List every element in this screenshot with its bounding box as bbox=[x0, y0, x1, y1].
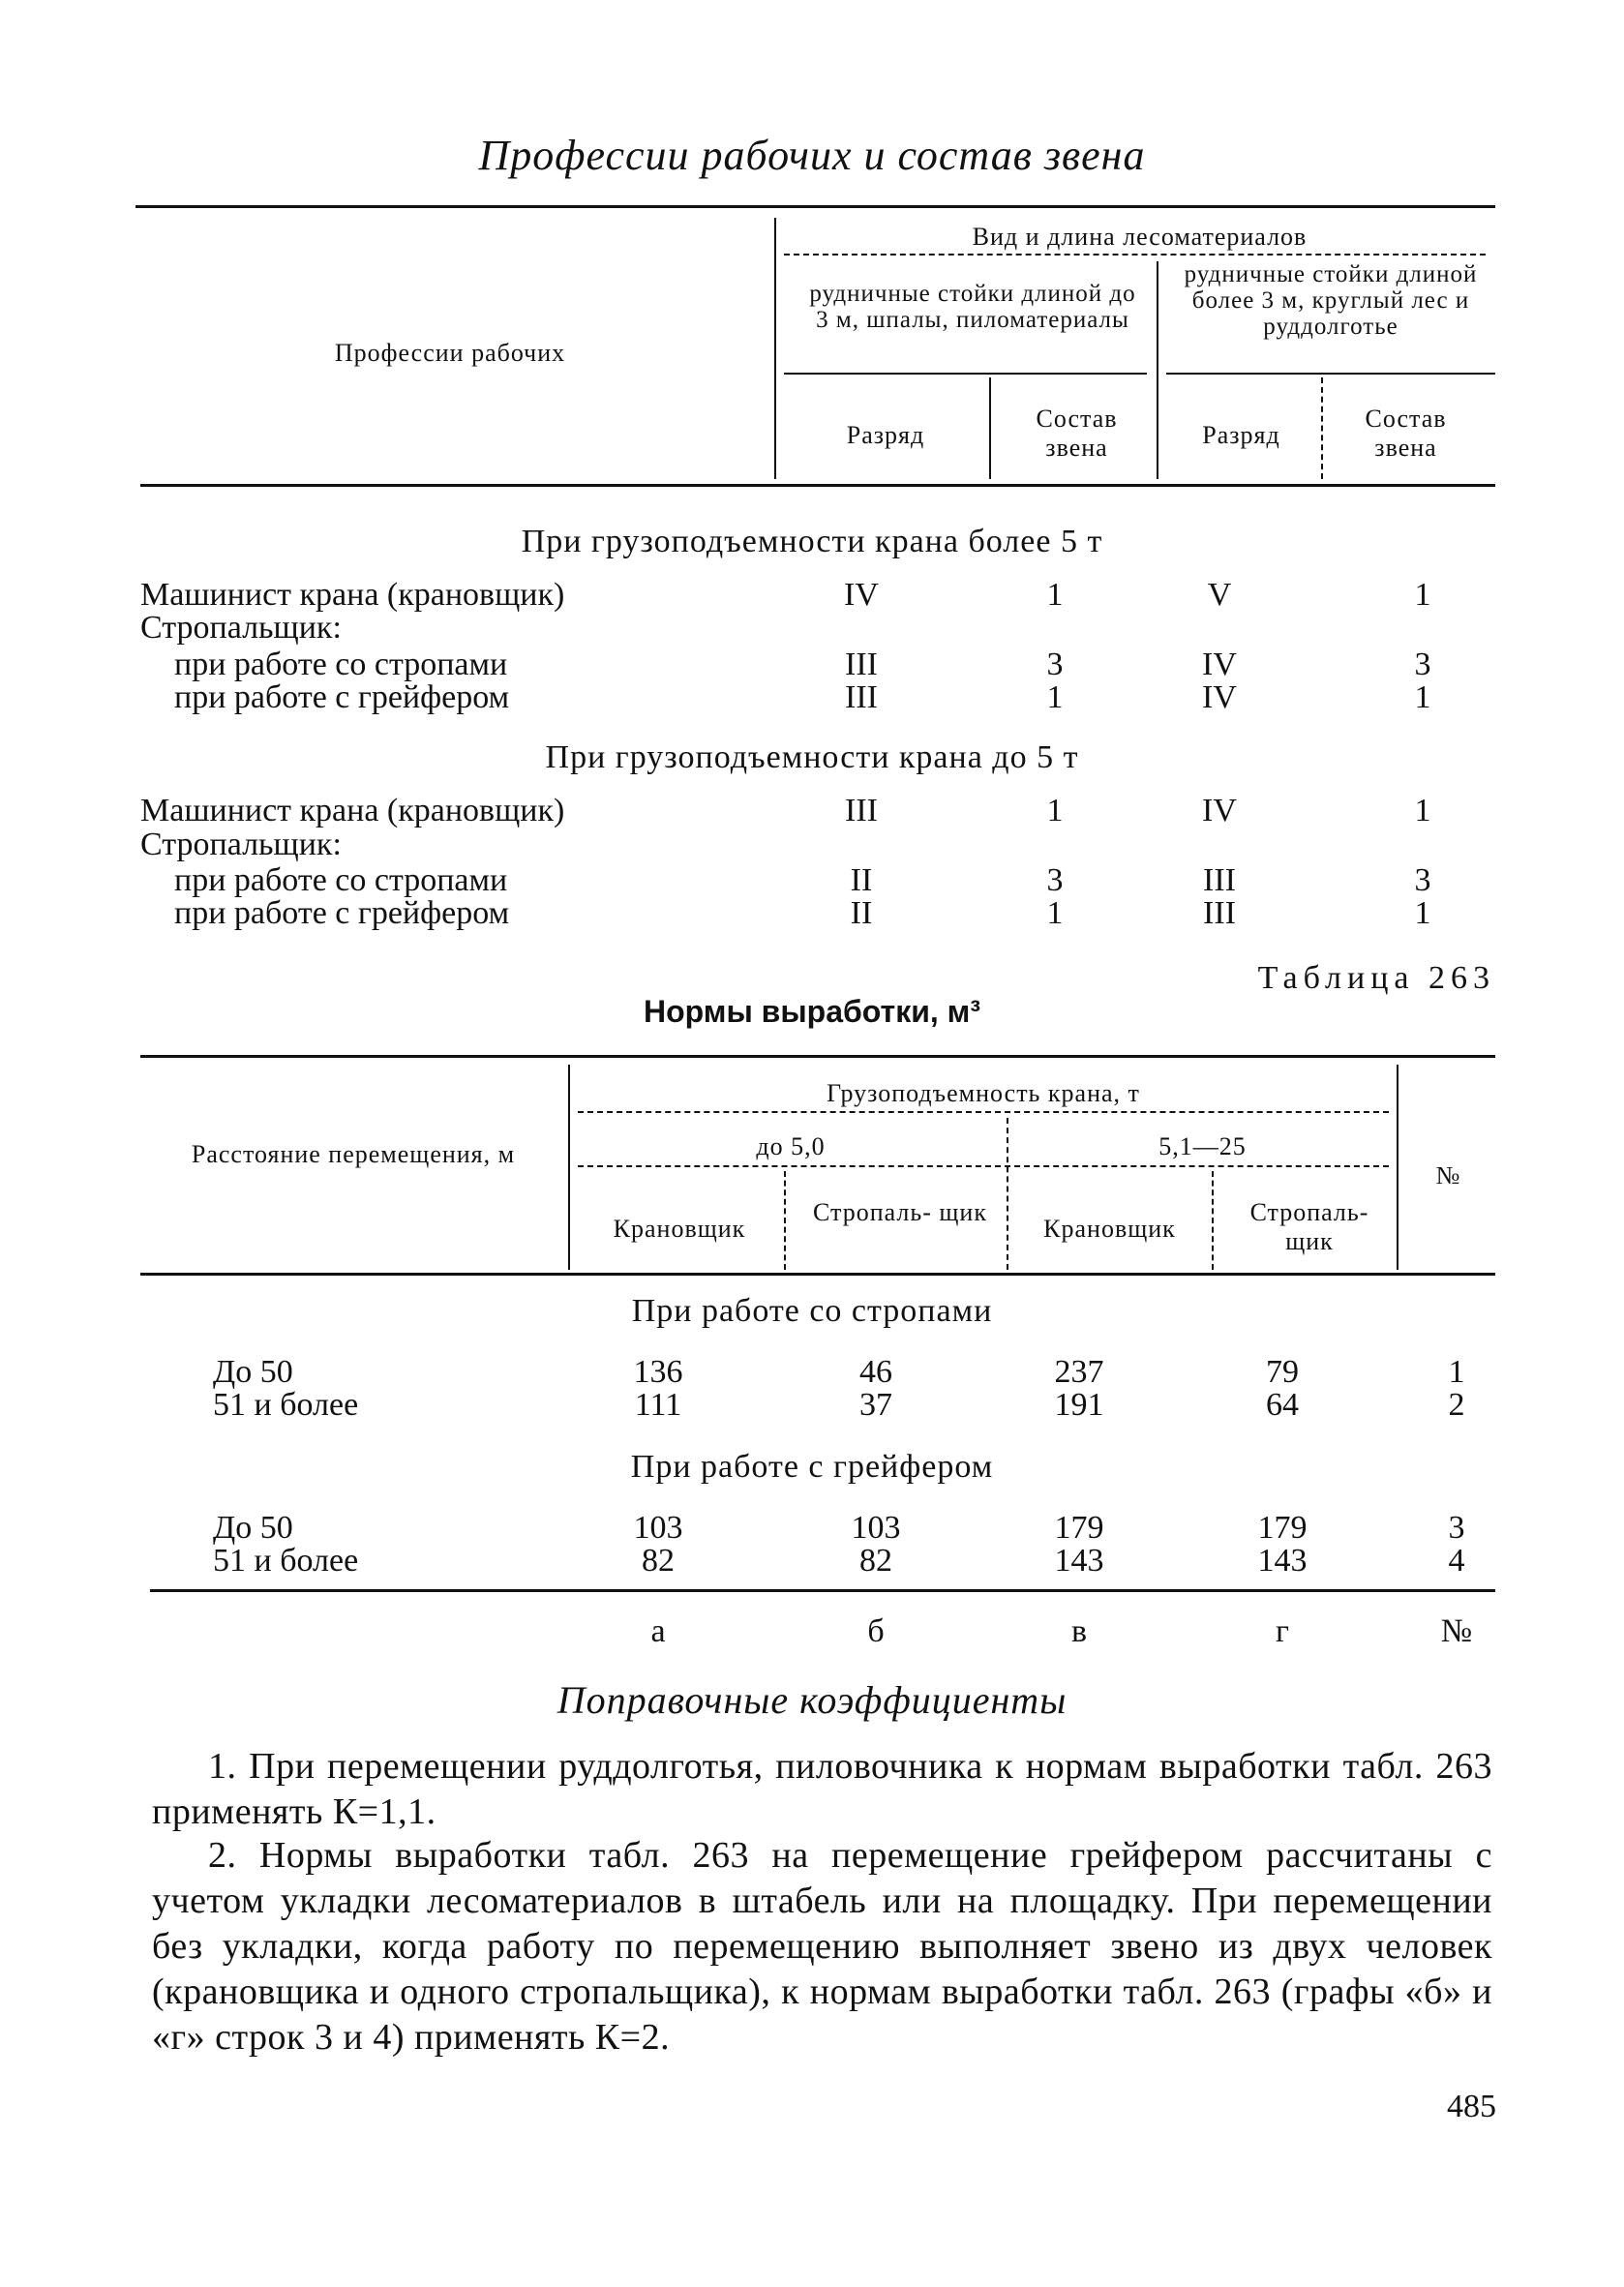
rank-value: IV bbox=[1202, 793, 1237, 828]
column-header-rank-2: Разряд bbox=[1202, 421, 1280, 449]
column-header-number: № bbox=[1435, 1161, 1461, 1189]
footer-letter-a: а bbox=[650, 1613, 666, 1649]
table1-team2-divider bbox=[1321, 377, 1323, 479]
team-value: 1 bbox=[1046, 577, 1064, 613]
column-header-slinger-1: Стропаль- щик bbox=[813, 1198, 987, 1226]
table263-distance-divider bbox=[568, 1065, 570, 1270]
profession-name: Машинист крана (крановщик) bbox=[140, 577, 565, 613]
team-value: 1 bbox=[1414, 679, 1431, 715]
rank-value: III bbox=[1203, 862, 1236, 898]
value-g: 143 bbox=[1257, 1543, 1308, 1579]
footer-number-sign: № bbox=[1440, 1613, 1473, 1649]
value-g: 64 bbox=[1266, 1387, 1299, 1423]
value-b: 46 bbox=[859, 1354, 892, 1390]
table263-bottom-rule bbox=[150, 1589, 1495, 1592]
table1-header-bottom-rule bbox=[140, 484, 1495, 487]
value-v: 179 bbox=[1054, 1510, 1104, 1546]
team-value: 3 bbox=[1046, 862, 1064, 898]
rank-value: II bbox=[850, 862, 873, 898]
rank-value: III bbox=[845, 679, 878, 715]
table263-top-rule bbox=[140, 1055, 1495, 1058]
table263-range-divider bbox=[1007, 1118, 1008, 1270]
column-header-crane-operator-2: Крановщик bbox=[1043, 1215, 1176, 1243]
table1-top-rule bbox=[135, 205, 1495, 208]
profession-name: Стропальщик: bbox=[140, 827, 342, 862]
row-number: 2 bbox=[1448, 1387, 1465, 1423]
profession-name: при работе с грейфером bbox=[174, 679, 510, 715]
row-number: 4 bbox=[1448, 1543, 1465, 1579]
section-title: При грузоподъемности крана более 5 т bbox=[521, 524, 1103, 559]
rank-value: II bbox=[850, 895, 873, 931]
distance-value: 51 и более bbox=[213, 1387, 359, 1423]
column-header-slinger-2: Стропаль- щик bbox=[1249, 1198, 1369, 1255]
footer-letter-v: в bbox=[1070, 1613, 1088, 1649]
column-subheader-short: рудничные стойки длиной до 3 м, шпалы, пиломатериалы bbox=[809, 281, 1136, 333]
table-label: Таблица 263 bbox=[1257, 960, 1495, 996]
table1-sub-rule-2 bbox=[1166, 373, 1495, 375]
rank-value: IV bbox=[844, 577, 879, 613]
value-v: 143 bbox=[1054, 1543, 1104, 1579]
table263-header-bottom-rule bbox=[140, 1273, 1495, 1276]
profession-name: при работе со стропами bbox=[174, 647, 508, 682]
footer-letter-b: б bbox=[867, 1613, 885, 1649]
section-title: При работе с грейфером bbox=[630, 1449, 994, 1485]
rank-value: III bbox=[845, 793, 878, 828]
team-value: 1 bbox=[1414, 793, 1431, 828]
team-value: 3 bbox=[1414, 862, 1431, 898]
value-g: 179 bbox=[1257, 1510, 1308, 1546]
value-b: 37 bbox=[859, 1387, 892, 1423]
page-title: Профессии рабочих и состав звена bbox=[478, 132, 1146, 179]
team-value: 1 bbox=[1046, 793, 1064, 828]
section-title: При грузоподъемности крана до 5 т bbox=[545, 739, 1079, 775]
value-a: 82 bbox=[642, 1543, 675, 1579]
table263-capacity-rule bbox=[578, 1111, 1389, 1113]
profession-name: Машинист крана (крановщик) bbox=[140, 793, 565, 828]
team-value: 1 bbox=[1414, 895, 1431, 931]
table263-sub-divider-2 bbox=[1212, 1171, 1214, 1270]
value-b: 103 bbox=[851, 1510, 901, 1546]
column-group-header: Вид и длина лесоматериалов bbox=[972, 223, 1308, 251]
row-number: 1 bbox=[1448, 1354, 1465, 1390]
column-header-distance: Расстояние перемещения, м bbox=[191, 1140, 516, 1168]
table-title: Нормы выработки, м³ bbox=[644, 994, 980, 1029]
footer-letter-g: г bbox=[1276, 1613, 1289, 1649]
value-a: 136 bbox=[633, 1354, 683, 1390]
team-value: 1 bbox=[1046, 895, 1064, 931]
team-value: 3 bbox=[1046, 647, 1064, 682]
value-a: 111 bbox=[634, 1387, 682, 1423]
rank-value: III bbox=[1203, 895, 1236, 931]
column-header-team-2: Состав звена bbox=[1365, 405, 1447, 462]
distance-value: До 50 bbox=[213, 1354, 293, 1390]
page-number: 485 bbox=[1447, 2089, 1496, 2124]
column-header-range-2: 5,1—25 bbox=[1158, 1132, 1247, 1160]
team-value: 3 bbox=[1414, 647, 1431, 682]
table263-range-rule bbox=[578, 1165, 1389, 1167]
profession-name: при работе со стропами bbox=[174, 862, 508, 898]
team-value: 1 bbox=[1414, 577, 1431, 613]
table1-group-rule bbox=[784, 254, 1486, 256]
column-header-team-1: Состав звена bbox=[1036, 405, 1118, 462]
value-b: 82 bbox=[859, 1543, 892, 1579]
section-title: При работе со стропами bbox=[631, 1293, 993, 1329]
distance-value: 51 и более bbox=[213, 1543, 359, 1579]
value-g: 79 bbox=[1266, 1354, 1299, 1390]
correction-paragraph-2: 2. Нормы выработки табл. 263 на перемещение грейфером рассчитаны с учетом укладки лесоматериалов в штабель или на площадку. При перемещении без укладки, когда работу по перемещению выполняет звено из двух человек (крановщика и одного стропальщика), к нормам выработки табл. 263 (графы «б» и «г» строк 3 и 4) применять К=2. bbox=[152, 1835, 1492, 2058]
table1-sub-rule-1 bbox=[784, 373, 1147, 375]
column-header-crane-operator-1: Крановщик bbox=[613, 1215, 746, 1243]
profession-name: Стропальщик: bbox=[140, 610, 342, 646]
column-header-rank-1: Разряд bbox=[846, 421, 925, 449]
row-number: 3 bbox=[1448, 1510, 1465, 1546]
column-header-profession: Профессии рабочих bbox=[334, 339, 566, 367]
rank-value: IV bbox=[1202, 679, 1237, 715]
value-v: 237 bbox=[1054, 1354, 1104, 1390]
value-v: 191 bbox=[1054, 1387, 1104, 1423]
team-value: 1 bbox=[1046, 679, 1064, 715]
distance-value: До 50 bbox=[213, 1510, 293, 1546]
table1-subgroup-divider bbox=[1157, 261, 1158, 479]
rank-value: V bbox=[1207, 577, 1232, 613]
table1-col-divider bbox=[774, 218, 776, 479]
column-header-range-1: до 5,0 bbox=[756, 1132, 826, 1160]
value-a: 103 bbox=[633, 1510, 683, 1546]
profession-name: при работе с грейфером bbox=[174, 895, 510, 931]
table1-team1-divider bbox=[989, 377, 991, 479]
correction-paragraph-1: 1. При перемещении руддолготья, пиловочника к нормам выработки табл. 263 применять К=1,1. bbox=[152, 1746, 1492, 1832]
rank-value: IV bbox=[1202, 647, 1237, 682]
column-header-capacity: Грузоподъемность крана, т bbox=[827, 1079, 1140, 1107]
table263-sub-divider-1 bbox=[784, 1171, 786, 1270]
column-subheader-long: рудничные стойки длиной более 3 м, круглый лес и руддолготье bbox=[1184, 261, 1478, 340]
corrections-title: Поправочные коэффициенты bbox=[556, 1678, 1068, 1722]
rank-value: III bbox=[845, 647, 878, 682]
table263-num-divider bbox=[1397, 1065, 1398, 1270]
